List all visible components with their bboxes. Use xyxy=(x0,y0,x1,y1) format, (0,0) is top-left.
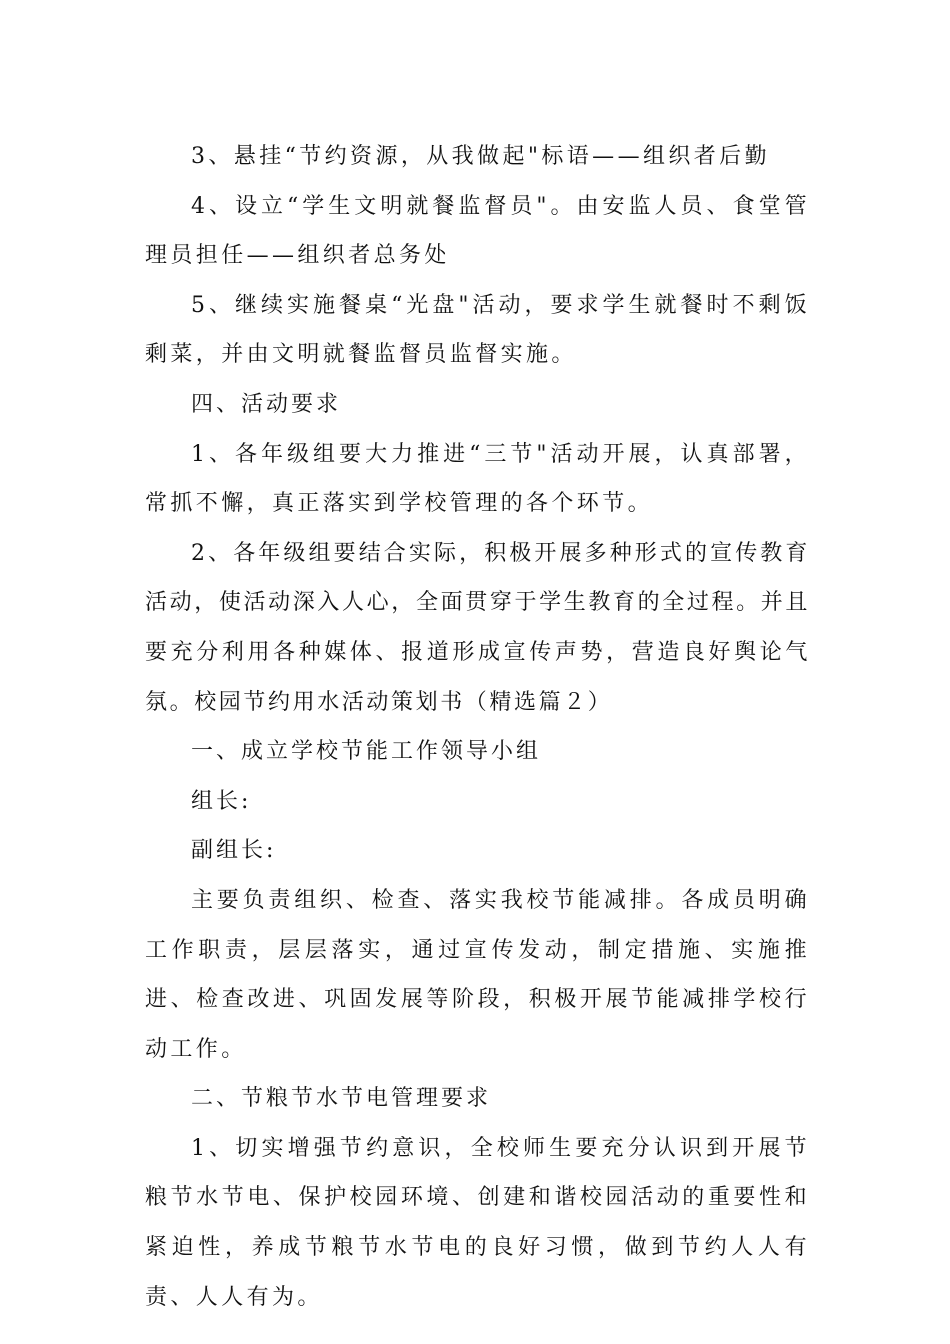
paragraph-requirement-2: 2、各年级组要结合实际，积极开展多种形式的宣传教育活动，使活动深入人心，全面贯穿于学生教育的全过程。并且要充分利用各种媒体、报道形成宣传声势，营造良好舆论气氛。校园节约用水活动策划书（精选篇２） xyxy=(145,540,810,715)
label-group-leader: 组长: xyxy=(191,788,252,814)
section-heading-leadership-group: 一、成立学校节能工作领导小组 xyxy=(191,739,542,765)
paragraph-clean-plate: 5、继续实施餐桌“光盘"活动，要求学生就餐时不剩饭剩菜，并由文明就餐监督员监督实施。 xyxy=(145,292,810,368)
paragraph-responsibilities: 主要负责组织、检查、落实我校节能减排。各成员明确工作职责，层层落实，通过宣传发动，制定措施、实施推进、检查改进、巩固发展等阶段，积极开展节能减排学校行动工作。 xyxy=(145,887,810,1062)
section-heading-requirements: 四、活动要求 xyxy=(191,391,342,417)
label-deputy-leader: 副组长: xyxy=(191,838,277,864)
paragraph-slogan: 3、悬挂“节约资源，从我做起"标语——组织者后勤 xyxy=(191,144,770,169)
paragraph-requirement-1: 1、各年级组要大力推进“三节"活动开展，认真部署，常抓不懈，真正落实到学校管理的各个环节。 xyxy=(145,441,810,517)
paragraph-supervisor: 4、设立“学生文明就餐监督员"。由安监人员、食堂管理员担任——组织者总务处 xyxy=(145,193,810,269)
paragraph-awareness: 1、切实增强节约意识，全校师生要充分认识到开展节粮节水节电、保护校园环境、创建和谐校园活动的重要性和紧迫性，养成节粮节水节电的良好习惯，做到节约人人有责、人人有为。 xyxy=(145,1135,810,1310)
document-body xyxy=(145,132,810,1322)
section-heading-management: 二、节粮节水节电管理要求 xyxy=(191,1086,492,1112)
